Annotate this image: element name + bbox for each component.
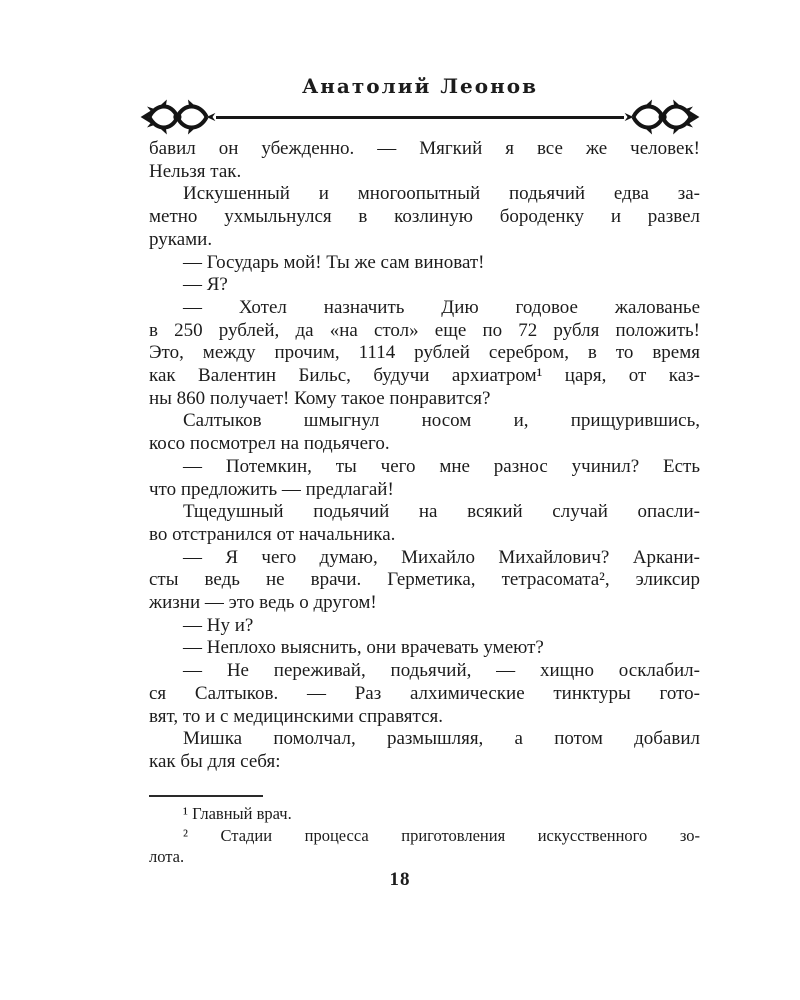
body-text-line: Нельзя так.: [149, 160, 242, 182]
floral-flourish-left-icon: [140, 98, 216, 136]
page-number: 18: [389, 869, 411, 890]
footnote-line: ² Стадии процесса приготовления искусственного зо-: [183, 825, 700, 845]
body-text-line: что предложить — предлагай!: [149, 478, 394, 500]
footnote-block: [149, 795, 700, 868]
body-text-line: во отстранился от начальника.: [149, 523, 396, 545]
footnote-lines: [149, 803, 700, 868]
body-text-line: метно ухмыльнулся в козлиную бороденку и развел: [149, 206, 700, 228]
body-text-line: ны 860 получает! Кому такое понравится?: [149, 387, 491, 409]
body-text-line: как Валентин Бильс, будучи архиатром¹ царя, от каз-: [149, 365, 700, 387]
body-text-line: косо посмотрел на подьячего.: [149, 433, 390, 455]
body-text-line: бавил он убежденно. — Мягкий я все же человек!: [149, 138, 700, 159]
body-text-line: — Ну и?: [183, 614, 254, 636]
body-text-line: ся Салтыков. — Раз алхимические тинктуры гото-: [149, 682, 700, 704]
body-text-line: как бы для себя:: [149, 750, 281, 772]
body-text-line: сты ведь не врачи. Герметика, тетрасомата², эликсир: [149, 569, 700, 591]
floral-flourish-right-icon: [624, 98, 700, 136]
body-text-line: — Неплохо выяснить, они врачевать умеют?: [183, 637, 544, 659]
body-text-line: Это, между прочим, 1114 рублей серебром, в то время: [149, 342, 700, 364]
body-text-line: — Потемкин, ты чего мне разнос учинил? Есть: [183, 455, 700, 477]
body-text-line: руками.: [149, 228, 213, 250]
footnote-line: ¹ Главный врач.: [183, 804, 292, 823]
footnote-separator: [149, 795, 263, 797]
footnote-line: лота.: [149, 847, 185, 867]
body-text-line: — Я чего думаю, Михайло Михайлович? Аркани-: [183, 546, 700, 568]
page-header: [140, 74, 700, 136]
body-text-line: Тщедушный подьячий на всякий случай опасли-: [183, 501, 700, 523]
author-running-head: Анатолий Леонов: [302, 74, 538, 98]
body-text-line: Искушенный и многоопытный подьячий едва за-: [183, 183, 700, 205]
body-text-line: Мишка помолчал, размышляя, а потом добавил: [183, 728, 700, 750]
body-text-line: Салтыков шмыгнул носом и, прищурившись,: [183, 410, 700, 432]
body-text-block: [149, 138, 700, 774]
body-text-line: — Хотел назначить Дию годовое жалованье: [183, 296, 700, 318]
body-text-line: вят, то и с медицинскими справятся.: [149, 705, 444, 727]
body-text-line: жизни — это ведь о другом!: [149, 592, 377, 614]
header-rule: [216, 116, 624, 119]
body-text-line: в 250 рублей, да «на стол» еще по 72 рубля положить!: [149, 319, 700, 341]
body-text-line: — Я?: [183, 274, 228, 296]
body-text-line: — Государь мой! Ты же сам виноват!: [183, 251, 485, 273]
header-rule-row: [140, 98, 700, 136]
body-text-line: — Не переживай, подьячий, — хищно осклабил-: [183, 660, 700, 682]
